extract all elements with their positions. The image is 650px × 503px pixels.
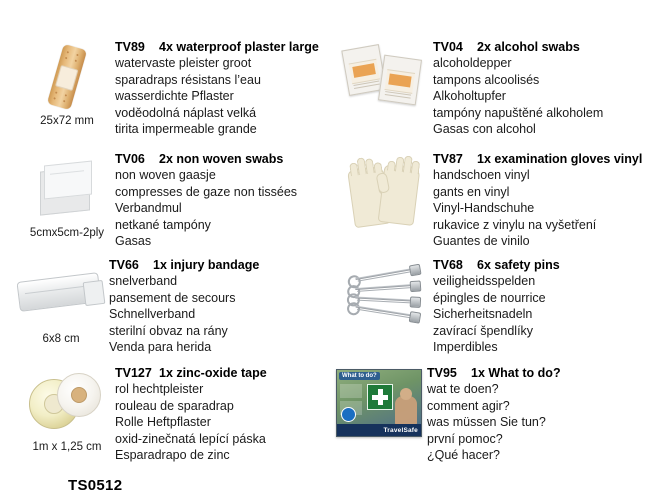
item-title: 6x safety pins — [477, 258, 560, 272]
item-translation-cs: rukavice z vinylu na vyšetření — [433, 217, 597, 232]
item-translation-fr: comment agir? — [427, 398, 510, 413]
alcohol-swab-sachets-icon — [342, 40, 428, 114]
booklet-badge-icon — [341, 407, 356, 422]
item-translation-nl: watervaste pleister groot — [115, 56, 252, 70]
booklet-header-text: What to do? — [339, 372, 380, 380]
item-text — [424, 366, 561, 464]
item-translation-de: Schnellverband — [109, 307, 196, 321]
item-dimensions: 6x8 cm — [42, 333, 80, 345]
item-artwork — [334, 366, 424, 441]
item-translation-cs: zavírací špendlíky — [433, 323, 534, 338]
item-translation-es: Venda para herida — [109, 340, 212, 354]
list-item — [22, 152, 297, 250]
safety-pins-icon — [342, 258, 428, 332]
item-code: TV95 — [427, 366, 457, 380]
item-translation-fr: tampons alcoolisés — [433, 72, 540, 87]
item-text — [112, 40, 319, 138]
item-artwork — [22, 152, 112, 239]
item-translation-fr: épingles de nourrice — [433, 290, 546, 305]
item-heading — [115, 366, 267, 380]
item-text — [106, 258, 259, 356]
item-translations — [433, 273, 560, 356]
item-heading — [427, 366, 561, 380]
item-text — [430, 152, 642, 250]
item-artwork — [22, 40, 112, 127]
item-translation-nl: alcoholdepper — [433, 56, 512, 70]
item-translations — [433, 167, 642, 250]
item-artwork — [340, 258, 430, 333]
item-dimensions: 5cmx5cm-2ply — [29, 227, 105, 239]
item-translation-de: Verbandmul — [115, 201, 182, 215]
item-translation-nl: veiligheidsspelden — [433, 274, 536, 288]
item-heading — [115, 152, 297, 166]
list-item — [22, 40, 319, 138]
item-translation-es: Imperdibles — [433, 340, 498, 354]
item-translations — [109, 273, 259, 356]
list-item — [22, 366, 267, 464]
item-translation-fr: compresses de gaze non tissées — [115, 184, 298, 199]
item-translations — [115, 167, 297, 250]
item-dimensions: 1m x 1,25 cm — [32, 441, 102, 453]
green-cross-icon — [367, 384, 393, 410]
item-code: TV06 — [115, 152, 145, 166]
item-translation-cs: oxid-zinečnatá lepící páska — [115, 431, 266, 446]
list-item — [340, 152, 642, 250]
item-code: TV68 — [433, 258, 463, 272]
item-translation-cs: první pomoc? — [427, 431, 503, 446]
item-translation-fr: sparadraps résistans l’eau — [115, 72, 261, 87]
item-translation-nl: wat te doen? — [427, 382, 499, 396]
item-text — [112, 366, 267, 464]
item-translation-cs: netkané tampóny — [115, 217, 211, 232]
item-artwork — [340, 152, 430, 227]
item-translations — [115, 55, 319, 138]
gauze-swab-icon — [24, 152, 110, 226]
item-translation-es: tirita impermeable grande — [115, 122, 257, 136]
item-dimensions: 25x72 mm — [40, 115, 94, 127]
item-translation-es: Esparadrapo de zinc — [115, 448, 230, 462]
list-item — [340, 40, 603, 138]
item-translation-fr: pansement de secours — [109, 290, 236, 305]
item-artwork — [16, 258, 106, 345]
what-to-do-booklet-icon — [336, 366, 422, 440]
item-code: TV89 — [115, 40, 145, 54]
item-translation-es: Guantes de vinilo — [433, 234, 530, 248]
item-translation-es: Gasas con alcohol — [433, 122, 536, 136]
item-translation-de: Sicherheitsnadeln — [433, 307, 533, 321]
vinyl-gloves-icon — [342, 152, 428, 226]
item-code: TV66 — [109, 258, 139, 272]
item-title: 1x What to do? — [471, 366, 561, 380]
item-translation-es: Gasas — [115, 234, 152, 248]
item-artwork — [22, 366, 112, 453]
item-translation-nl: snelverband — [109, 274, 178, 288]
zinc-oxide-tape-icon — [24, 366, 110, 440]
item-code: TV04 — [433, 40, 463, 54]
plaster-icon — [24, 40, 110, 114]
item-translation-es: ¿Qué hacer? — [427, 448, 500, 462]
item-text — [112, 152, 297, 250]
item-title: 1x zinc-oxide tape — [159, 366, 267, 380]
item-title: 2x alcohol swabs — [477, 40, 580, 54]
injury-bandage-icon — [18, 258, 104, 332]
item-translation-cs: tampóny napuštěné alkoholem — [433, 105, 604, 120]
item-code: TV87 — [433, 152, 463, 166]
list-item — [16, 258, 259, 356]
item-title: 2x non woven swabs — [159, 152, 284, 166]
booklet-brand-text: TravelSafe — [337, 424, 421, 436]
item-translation-nl: non woven gaasje — [115, 168, 216, 182]
item-translation-nl: rol hechtpleister — [115, 382, 204, 396]
item-heading — [433, 152, 642, 166]
item-translation-de: Vinyl-Handschuhe — [433, 201, 535, 215]
item-translations — [427, 381, 561, 464]
item-code: TV127 — [115, 366, 152, 380]
item-text — [430, 258, 560, 356]
item-artwork — [340, 40, 430, 115]
item-text — [430, 40, 603, 138]
item-translation-de: was müssen Sie tun? — [427, 415, 546, 429]
item-heading — [115, 40, 319, 54]
item-heading — [433, 258, 560, 272]
list-item — [340, 258, 560, 356]
item-translation-cs: sterilní obvaz na rány — [109, 323, 228, 338]
item-title: 1x injury bandage — [153, 258, 260, 272]
item-translation-fr: rouleau de sparadrap — [115, 398, 234, 413]
item-translation-de: Rolle Heftpflaster — [115, 415, 211, 429]
item-heading — [109, 258, 259, 272]
sheet-reference-code: TS0512 — [68, 477, 123, 494]
item-heading — [433, 40, 603, 54]
item-title: 4x waterproof plaster large — [159, 40, 319, 54]
list-item — [334, 366, 561, 464]
item-translations — [115, 381, 267, 464]
item-translation-fr: gants en vinyl — [433, 184, 510, 199]
item-translation-de: Alkoholtupfer — [433, 89, 506, 103]
item-title: 1x examination gloves vinyl — [477, 152, 643, 166]
item-translations — [433, 55, 603, 138]
item-translation-de: wasserdichte Pflaster — [115, 89, 234, 103]
item-translation-nl: handschoen vinyl — [433, 168, 530, 182]
item-translation-cs: voděodolná náplast velká — [115, 105, 257, 120]
